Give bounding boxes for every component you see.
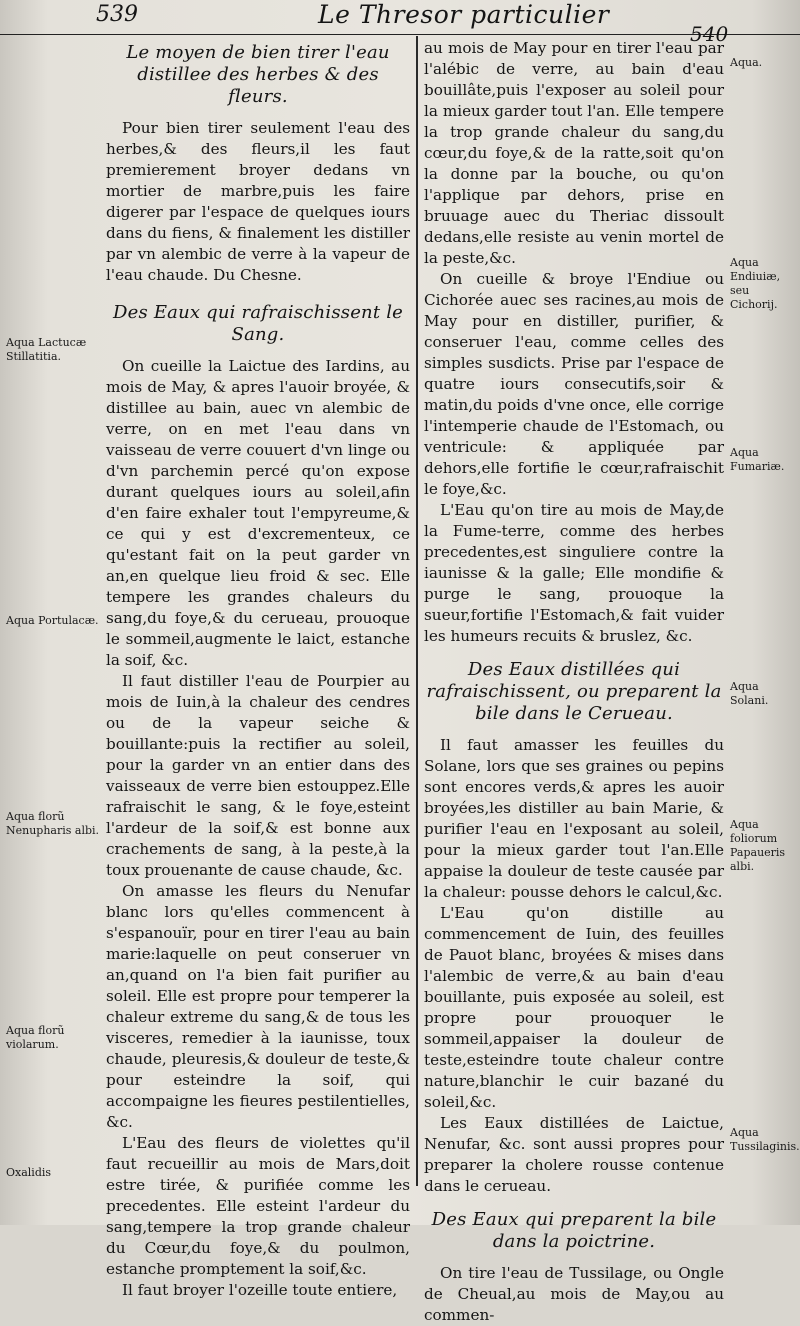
section-heading: Des Eaux qui preparent la bile dans la poictrine. [431,1209,717,1252]
paragraph: au mois de May pour en tirer l'eau par l'alébic de verre, au bain d'eau bouillâte,puis l'exposer au soleil pour la mieux garder tout l'an. Elle tempere la trop grande chaleur du sang,du cœur,du foye,& de la ratte,soit qu'on la donne par la bouche, ou qu'on l'applique par dehors, prise en bruuage auec du Theriac dissoult dedans,elle resiste au venin mortel de la peste,&c. [424,39,724,267]
section-heading: Le moyen de bien tirer l'eau distillee des herbes & des fleurs. [126,42,390,107]
margin-note: Aqua foliorum Papaueris albi. [730,818,786,873]
paragraph: On cueille la Laictue des Iardins, au mois de May, & apres l'auoir broyée, & distillee au bain, auec vn alembic de verre, on en met l'eau dans vn vaisseau de verre couuert d'vn linge ou d'vn parchemin percé qu'on expose durant quelques iours au soleil,afin d'en faire exhaler tout l'empyreume,& ce qui y est d'excrementeux, ce qu'estant fait on la peut garder vn an,en quelque lieu froid & sec. Elle tempere les grandes chaleurs du sang,du foye,& du cerueau, prouoque le sommeil,augmente le laict, estanche la soif, &c. [106,357,410,669]
margin-note: Aqua Portulacæ. [6,614,99,627]
paragraph: Il faut broyer l'ozeille toute entiere, [122,1281,398,1299]
margin-note: Aqua. [730,56,763,69]
section-heading: Des Eaux qui rafraischissent le Sang. [112,302,404,345]
margin-note: Aqua florũ violarum. [6,1024,65,1051]
left-column [106,38,410,1301]
right-column [424,38,724,1326]
paragraph: Les Eaux distillées de Laictue, Nenufar, &c. sont aussi propres pour preparer la cholere rousse contenue dans le cerueau. [424,1114,724,1195]
paragraph: Pour bien tirer seulement l'eau des herbes,& des fleurs,il les faut premierement broyer dedans vn mortier de marbre,puis les faire digerer par l'espace de quelques iours dans du fiens, & finalement les distiller par vn alembic de verre à la vapeur de l'eau chaude. Du Chesne. [106,119,410,284]
margin-note: Aqua Lactucæ Stillatitia. [6,336,87,363]
paragraph: L'Eau des fleurs de violettes qu'il faut recueillir au mois de Mars,doit estre tirée, & purifiée comme les precedentes. Elle esteint l'ardeur du sang,tempere la trop grande chaleur du Cœur,du foye,& du poulmon, estanche promptement la soif,&c. [106,1134,410,1278]
page-number-left: 539 [96,2,138,27]
margin-note: Aqua Tussilaginis. [730,1126,800,1153]
margin-note: Aqua Endiuiæ, seu Cichorij. [730,256,781,311]
margin-note: Aqua Fumariæ. [730,446,785,473]
paragraph: Il faut amasser les feuilles du Solane, lors que ses graines ou pepins sont encores verds,& apres les auoir broyées,les distiller au bain Marie, & purifier l'eau en l'exposant au soleil, pour la mieux garder tout l'an.Elle appaise la douleur de teste causée par la chaleur: pousse dehors le calcul,&c. [424,736,724,901]
margin-note: Oxalidis [6,1166,52,1179]
paragraph: Il faut distiller l'eau de Pourpier au mois de Iuin,à la chaleur des cendres ou de la vapeur seiche & bouillante:puis la rectifier au soleil, pour la garder vn an entier dans des vaisseaux de verre bien estouppez.Elle rafraischit le sang, & le foye,esteint l'ardeur de la soif,& est bonne aux crachements de sang, à la peste,à la toux prouenante de cause chaude, &c. [106,672,410,879]
running-head [0,0,800,46]
paragraph: L'Eau qu'on tire au mois de May,de la Fume-terre, comme des herbes precedentes,est singuliere contre la iaunisse & la galle; Elle mondifie & purge le sang, prouoque la sueur,fortifie l'Estomach,& fait vuider les humeurs recuits & bruslez, &c. [424,501,724,645]
page-number-right: 540 [690,22,729,46]
section-heading: Des Eaux distillées qui rafraischissent, ou preparent la bile dans le Cerueau. [426,659,722,724]
paragraph: On tire l'eau de Tussilage, ou Ongle de Cheual,au mois de May,ou au commen- [424,1264,724,1324]
margin-note: Aqua florũ Nenupharis albi. [6,810,100,837]
paragraph: On cueille & broye l'Endiue ou Cichorée auec ses racines,au mois de May pour en distiller, purifier, & conseruer l'eau, comme celles des simples susdicts. Prise par l'espace de quatre iours consecutifs,soir & matin,du poids d'vne once, elle corrige l'intemperie chaude de l'Estomach, ou ventricule: & appliquée par dehors,elle fortifie le cœur,rafraischit le foye,&c. [424,270,724,498]
column-rule [416,36,418,1186]
running-title: Le Thresor particulier [318,0,610,29]
paragraph: L'Eau qu'on distille au commencement de Iuin, des feuilles de Pauot blanc, broyées & mises dans l'alembic de verre,& au bain d'eau bouillante, puis exposée au soleil, est propre pour prouoquer le sommeil,appaiser la douleur de teste,esteindre toute chaleur contre nature,blanchir le cuir bazané du soleil,&c. [424,904,724,1111]
margin-note: Aqua Solani. [730,680,769,707]
paragraph: On amasse les fleurs du Nenufar blanc lors qu'elles commencent à s'espanouïr, pour en tirer l'eau au bain marie:laquelle on peut conseruer vn an,quand on l'a bien fait purifier au soleil. Elle est propre pour temperer la chaleur extreme du sang,& de tous les visceres, remedier à la iaunisse, toux chaude, pleuresis,& douleur de teste,& pour esteindre la soif, qui accompaigne les fieures pestilentielles, &c. [106,882,410,1131]
